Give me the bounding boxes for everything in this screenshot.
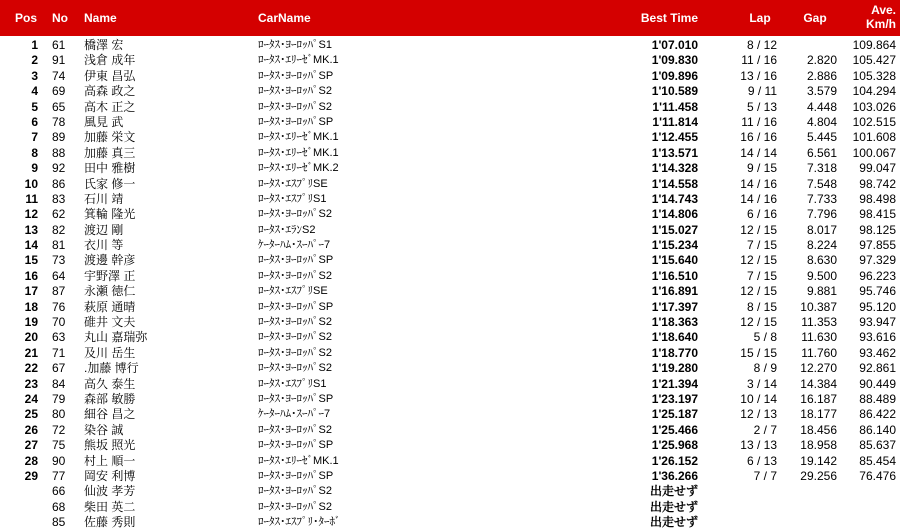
best-time-cell: 1'14.558 [651,176,698,191]
table-row [0,38,900,53]
table-row [0,469,900,484]
best-time-cell: 出走せず [649,484,698,499]
table-row [0,361,900,376]
car-number-cell: 88 [52,145,66,160]
driver-name-cell: 仙波 孝芳 [84,484,136,499]
best-time-cell: 1'25.968 [651,438,698,453]
car-name-cell: ﾛｰﾀｽ･ﾖｰﾛｯﾊﾟS2 [258,100,332,113]
best-time-cell: 1'19.280 [651,361,698,376]
lap-cell: 14 / 16 [740,191,777,206]
driver-name-cell: 風見 武 [84,114,124,129]
driver-name-cell: 伊東 昌弘 [84,68,136,83]
car-number-cell: 62 [52,207,66,222]
lap-cell: 9 / 11 [747,84,777,99]
gap-cell: 18.456 [800,422,837,437]
car-number-cell: 84 [52,376,66,391]
position-cell: 24 [24,391,38,406]
car-number-cell: 92 [52,161,66,176]
car-name-cell: ﾛｰﾀｽ･ｴﾘｰｾﾞMK.2 [258,162,339,175]
best-time-cell: 1'09.830 [651,53,698,68]
position-cell: 25 [24,407,38,422]
driver-name-cell: 高久 泰生 [84,376,136,391]
car-number-cell: 67 [52,361,66,376]
car-number-cell: 81 [52,238,66,253]
position-cell: 5 [31,99,38,114]
car-name-cell: ｹｰﾀｰﾊﾑ･ｽｰﾊﾟｰ7 [258,239,331,252]
average-speed-cell: 98.415 [859,207,896,222]
car-number-cell: 80 [52,407,66,422]
car-name-cell: ﾛｰﾀｽ･ﾖｰﾛｯﾊﾟS2 [258,485,332,498]
gap-cell: 8.017 [806,222,837,237]
best-time-cell: 出走せず [649,515,698,530]
best-time-cell: 1'11.814 [652,114,698,129]
driver-name-cell: 加藤 栄文 [84,130,136,145]
header-no: No [52,11,68,25]
table-row [0,515,900,530]
average-speed-cell: 99.047 [859,161,896,176]
best-time-cell: 1'14.806 [651,207,698,222]
car-name-cell: ﾛｰﾀｽ･ｴｽﾌﾟﾘS1 [258,377,327,390]
car-name-cell: ﾛｰﾀｽ･ﾖｰﾛｯﾊﾟS2 [258,500,332,513]
position-cell: 13 [24,222,38,237]
gap-cell: 6.561 [806,145,837,160]
position-cell: 17 [24,284,38,299]
driver-name-cell: .加藤 博行 [84,361,139,376]
car-name-cell: ﾛｰﾀｽ･ﾖｰﾛｯﾊﾟSP [258,300,334,313]
driver-name-cell: 村上 順一 [84,453,136,468]
position-cell: 29 [24,468,38,483]
gap-cell: 18.177 [800,407,837,422]
car-name-cell: ﾛｰﾀｽ･ﾖｰﾛｯﾊﾟS2 [258,316,332,329]
position-cell: 21 [24,345,38,360]
gap-cell: 4.804 [806,114,837,129]
header-ave-label: Ave. [871,3,896,17]
table-row [0,500,900,515]
driver-name-cell: 丸山 嘉瑞弥 [84,330,148,345]
best-time-cell: 出走せず [649,499,698,514]
lap-cell: 5 / 13 [746,99,777,114]
lap-cell: 15 / 15 [740,345,777,360]
best-time-cell: 1'21.394 [651,376,698,391]
driver-name-cell: 柴田 英二 [84,499,136,514]
car-name-cell: ﾛｰﾀｽ･ｴﾗﾝS2 [258,223,316,236]
gap-cell: 10.387 [800,299,837,314]
car-number-cell: 90 [52,453,66,468]
best-time-cell: 1'26.152 [651,453,698,468]
gap-cell: 8.630 [806,253,837,268]
position-cell: 15 [24,253,38,268]
gap-cell: 18.958 [800,438,837,453]
driver-name-cell: 佐藤 秀則 [84,515,136,530]
lap-cell: 12 / 13 [740,407,777,422]
gap-cell: 3.579 [806,84,837,99]
driver-name-cell: 田中 雅樹 [84,161,136,176]
best-time-cell: 1'16.510 [651,268,698,283]
car-name-cell: ﾛｰﾀｽ･ｴﾘｰｾﾞMK.1 [258,131,339,144]
position-cell: 26 [24,422,38,437]
average-speed-cell: 101.608 [852,130,896,145]
table-row [0,407,900,422]
lap-cell: 3 / 14 [746,376,777,391]
driver-name-cell: 加藤 真三 [84,145,136,160]
lap-cell: 6 / 16 [746,207,777,222]
car-number-cell: 70 [52,315,66,330]
gap-cell: 19.142 [800,453,837,468]
table-row [0,100,900,115]
gap-cell: 11.760 [801,345,837,360]
gap-cell: 12.270 [800,361,837,376]
driver-name-cell: 石川 靖 [84,191,124,206]
driver-name-cell: 高森 政之 [84,84,136,99]
lap-cell: 2 / 7 [753,422,777,437]
car-name-cell: ﾛｰﾀｽ･ｴｽﾌﾟﾘSE [258,177,328,190]
position-cell: 27 [24,438,38,453]
best-time-cell: 1'18.363 [651,315,698,330]
average-speed-cell: 104.294 [852,84,896,99]
best-time-cell: 1'15.640 [651,253,698,268]
car-name-cell: ﾛｰﾀｽ･ｴﾘｰｾﾞMK.1 [258,146,339,159]
car-name-cell: ﾛｰﾀｽ･ﾖｰﾛｯﾊﾟS2 [258,346,332,359]
car-name-cell: ﾛｰﾀｽ･ｴﾘｰｾﾞMK.1 [258,54,339,67]
gap-cell: 7.796 [806,207,837,222]
driver-name-cell: 及川 岳生 [84,345,136,360]
gap-cell: 7.548 [806,176,837,191]
table-row [0,315,900,330]
best-time-cell: 1'17.397 [651,299,698,314]
driver-name-cell: 渡辺 剛 [84,222,124,237]
best-time-cell: 1'23.197 [651,391,698,406]
lap-cell: 14 / 14 [740,145,777,160]
position-cell: 28 [24,453,38,468]
position-cell: 11 [25,191,38,206]
average-speed-cell: 86.422 [859,407,896,422]
gap-cell: 11.630 [801,330,837,345]
driver-name-cell: 染谷 誠 [84,422,124,437]
driver-name-cell: 氏家 修一 [84,176,136,191]
driver-name-cell: 衣川 等 [84,238,124,253]
header-ave-unit: Km/h [866,17,896,31]
position-cell: 22 [24,361,38,376]
table-row [0,69,900,84]
car-name-cell: ｹｰﾀｰﾊﾑ･ｽｰﾊﾟｰ7 [258,408,331,421]
driver-name-cell: 細谷 昌之 [84,407,136,422]
average-speed-cell: 103.026 [852,99,896,114]
best-time-cell: 1'16.891 [651,284,698,299]
best-time-cell: 1'25.466 [651,422,698,437]
header-pos: Pos [14,11,37,25]
table-row [0,207,900,222]
best-time-cell: 1'14.328 [651,161,698,176]
table-row [0,284,900,299]
best-time-cell: 1'18.640 [651,330,698,345]
table-row [0,438,900,453]
lap-cell: 7 / 15 [746,268,777,283]
driver-name-cell: 浅倉 成年 [84,53,136,68]
car-name-cell: ﾛｰﾀｽ･ﾖｰﾛｯﾊﾟS2 [258,269,332,282]
average-speed-cell: 93.462 [859,345,896,360]
position-cell: 10 [24,176,38,191]
lap-cell: 11 / 16 [741,53,777,68]
car-number-cell: 63 [52,330,66,345]
average-speed-cell: 97.329 [859,253,896,268]
average-speed-cell: 92.861 [859,361,896,376]
car-number-cell: 77 [52,468,66,483]
average-speed-cell: 102.515 [852,114,896,129]
best-time-cell: 1'07.010 [651,38,698,52]
table-row [0,238,900,253]
table-header [0,0,900,36]
car-number-cell: 71 [52,345,66,360]
best-time-cell: 1'13.571 [651,145,698,160]
position-cell: 19 [24,315,38,330]
gap-cell: 11.353 [801,315,837,330]
header-carname: CarName [258,11,311,25]
gap-cell: 7.733 [806,191,837,206]
average-speed-cell: 100.067 [852,145,896,160]
lap-cell: 12 / 15 [740,253,777,268]
car-number-cell: 72 [52,422,66,437]
lap-cell: 9 / 15 [746,161,777,176]
average-speed-cell: 95.120 [859,299,896,314]
table-row [0,223,900,238]
average-speed-cell: 98.742 [859,176,896,191]
lap-cell: 14 / 16 [740,176,777,191]
average-speed-cell: 76.476 [859,468,896,483]
lap-cell: 12 / 15 [740,315,777,330]
average-speed-cell: 86.140 [859,422,896,437]
car-number-cell: 73 [52,253,66,268]
car-name-cell: ﾛｰﾀｽ･ﾖｰﾛｯﾊﾟSP [258,469,334,482]
lap-cell: 6 / 13 [746,453,777,468]
average-speed-cell: 85.637 [859,438,896,453]
lap-cell: 7 / 7 [753,468,777,483]
driver-name-cell: 碓井 文夫 [84,315,136,330]
position-cell: 16 [24,268,38,283]
car-name-cell: ﾛｰﾀｽ･ﾖｰﾛｯﾊﾟSP [258,439,334,452]
table-row [0,269,900,284]
lap-cell: 8 / 12 [746,38,777,52]
gap-cell: 9.881 [806,284,837,299]
results-table-body [0,38,900,531]
driver-name-cell: 宇野澤 正 [84,268,136,283]
car-number-cell: 87 [52,284,66,299]
lap-cell: 5 / 8 [753,330,777,345]
table-row [0,484,900,499]
position-cell: 20 [24,330,38,345]
lap-cell: 7 / 15 [746,238,777,253]
average-speed-cell: 98.125 [859,222,896,237]
position-cell: 12 [24,207,38,222]
table-row [0,454,900,469]
gap-cell: 4.448 [806,99,837,114]
car-name-cell: ﾛｰﾀｽ･ｴｽﾌﾟﾘS1 [258,192,327,205]
table-row [0,146,900,161]
average-speed-cell: 98.498 [859,191,896,206]
gap-cell: 8.224 [806,238,837,253]
table-row [0,377,900,392]
car-name-cell: ﾛｰﾀｽ･ｴﾘｰｾﾞMK.1 [258,454,339,467]
average-speed-cell: 105.427 [852,53,896,68]
car-name-cell: ﾛｰﾀｽ･ﾖｰﾛｯﾊﾟSP [258,115,334,128]
lap-cell: 16 / 16 [740,130,777,145]
car-name-cell: ﾛｰﾀｽ･ﾖｰﾛｯﾊﾟS2 [258,85,332,98]
car-number-cell: 68 [52,499,66,514]
average-speed-cell: 90.449 [859,376,896,391]
position-cell: 9 [31,161,38,176]
table-row [0,423,900,438]
lap-cell: 8 / 15 [746,299,777,314]
lap-cell: 10 / 14 [740,391,777,406]
car-number-cell: 69 [52,84,66,99]
best-time-cell: 1'11.458 [652,99,698,114]
table-row [0,346,900,361]
car-name-cell: ﾛｰﾀｽ･ﾖｰﾛｯﾊﾟS2 [258,331,332,344]
car-name-cell: ﾛｰﾀｽ･ｴｽﾌﾟﾘSE [258,285,328,298]
header-best-time: Best Time [640,11,698,25]
header-gap: Gap [803,11,827,25]
car-number-cell: 86 [52,176,66,191]
car-number-cell: 65 [52,99,66,114]
header-ave-speed [846,3,896,39]
car-name-cell: ﾛｰﾀｽ･ﾖｰﾛｯﾊﾟS2 [258,208,332,221]
position-cell: 2 [31,53,38,68]
car-number-cell: 61 [52,38,66,52]
lap-cell: 13 / 13 [740,438,777,453]
driver-name-cell: 森部 敏勝 [84,391,136,406]
driver-name-cell: 渡邊 幹彦 [84,253,136,268]
table-row [0,115,900,130]
position-cell: 6 [31,114,38,129]
best-time-cell: 1'18.770 [651,345,698,360]
driver-name-cell: 橋澤 宏 [84,38,124,52]
average-speed-cell: 93.947 [859,315,896,330]
average-speed-cell: 95.746 [859,284,896,299]
average-speed-cell: 93.616 [859,330,896,345]
table-row [0,253,900,268]
car-number-cell: 85 [52,515,66,530]
table-row [0,53,900,68]
car-name-cell: ﾛｰﾀｽ･ﾖｰﾛｯﾊﾟS1 [258,39,332,51]
gap-cell: 2.820 [806,53,837,68]
car-number-cell: 83 [52,191,66,206]
driver-name-cell: 永瀬 徳仁 [84,284,136,299]
position-cell: 14 [24,238,38,253]
car-name-cell: ﾛｰﾀｽ･ﾖｰﾛｯﾊﾟSP [258,69,334,82]
driver-name-cell: 高木 正之 [84,99,136,114]
best-time-cell: 1'15.234 [651,238,698,253]
driver-name-cell: 熊坂 照光 [84,438,136,453]
car-name-cell: ﾛｰﾀｽ･ﾖｰﾛｯﾊﾟSP [258,254,334,267]
best-time-cell: 1'25.187 [651,407,698,422]
position-cell: 1 [31,38,38,52]
position-cell: 8 [31,145,38,160]
table-row [0,300,900,315]
best-time-cell: 1'09.896 [651,68,698,83]
average-speed-cell: 96.223 [859,268,896,283]
best-time-cell: 1'14.743 [651,191,698,206]
position-cell: 23 [24,376,38,391]
car-number-cell: 64 [52,268,66,283]
position-cell: 3 [31,68,38,83]
header-name: Name [84,11,117,25]
car-number-cell: 74 [52,68,66,83]
gap-cell: 5.445 [806,130,837,145]
position-cell: 4 [31,84,38,99]
car-name-cell: ﾛｰﾀｽ･ｴｽﾌﾟﾘ･ﾀｰﾎﾞ [258,516,341,529]
car-number-cell: 75 [52,438,66,453]
table-row [0,192,900,207]
car-number-cell: 79 [52,391,66,406]
best-time-cell: 1'15.027 [651,222,698,237]
average-speed-cell: 97.855 [859,238,896,253]
lap-cell: 12 / 15 [740,222,777,237]
table-row [0,177,900,192]
gap-cell: 14.384 [800,376,837,391]
best-time-cell: 1'36.266 [651,468,698,483]
car-number-cell: 91 [52,53,66,68]
car-number-cell: 76 [52,299,66,314]
car-number-cell: 89 [52,130,66,145]
gap-cell: 2.886 [806,68,837,83]
car-number-cell: 66 [52,484,66,499]
gap-cell: 9.500 [806,268,837,283]
driver-name-cell: 萩原 通晴 [84,299,136,314]
car-name-cell: ﾛｰﾀｽ･ﾖｰﾛｯﾊﾟS2 [258,362,332,375]
car-name-cell: ﾛｰﾀｽ･ﾖｰﾛｯﾊﾟSP [258,392,334,405]
gap-cell: 29.256 [800,468,837,483]
table-row [0,84,900,99]
car-number-cell: 82 [52,222,66,237]
driver-name-cell: 岡安 利博 [84,468,136,483]
table-row [0,130,900,145]
average-speed-cell: 85.454 [859,453,896,468]
gap-cell: 7.318 [806,161,837,176]
table-row [0,330,900,345]
lap-cell: 13 / 16 [740,68,777,83]
best-time-cell: 1'10.589 [651,84,698,99]
lap-cell: 8 / 9 [753,361,777,376]
best-time-cell: 1'12.455 [651,130,698,145]
driver-name-cell: 箕輪 隆光 [84,207,136,222]
lap-cell: 12 / 15 [740,284,777,299]
car-name-cell: ﾛｰﾀｽ･ﾖｰﾛｯﾊﾟS2 [258,423,332,436]
average-speed-cell: 105.328 [852,68,896,83]
table-row [0,161,900,176]
gap-cell: 16.187 [800,391,837,406]
position-cell: 18 [24,299,38,314]
average-speed-cell: 109.864 [852,38,896,52]
car-number-cell: 78 [52,114,66,129]
lap-cell: 11 / 16 [741,114,777,129]
header-lap: Lap [749,11,771,25]
average-speed-cell: 88.489 [859,391,896,406]
table-row [0,392,900,407]
position-cell: 7 [31,130,38,145]
